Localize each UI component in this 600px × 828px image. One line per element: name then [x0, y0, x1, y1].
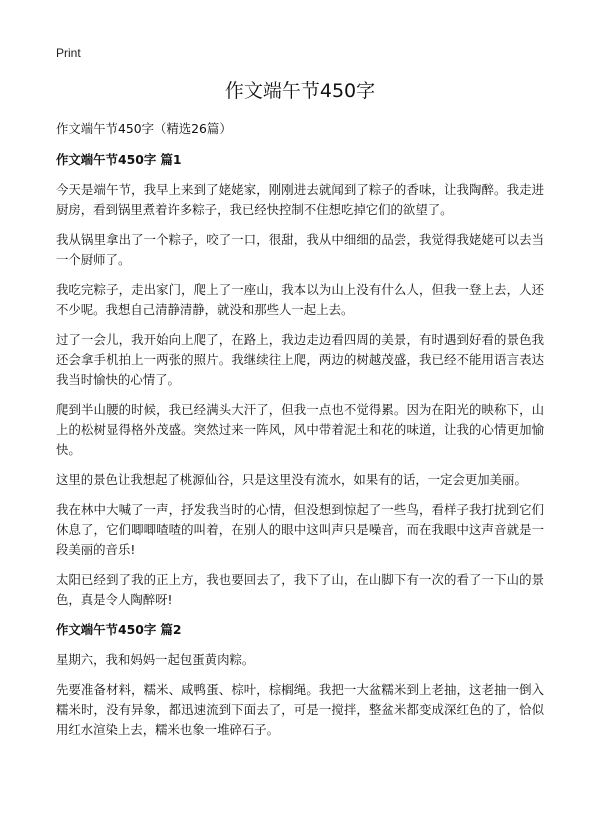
- paragraph: 星期六，我和妈妈一起包蛋黄肉粽。: [56, 652, 255, 667]
- paragraph: 我吃完粽子，走出家门，爬上了一座山，我本以为山上没有什么人，但我一登上去，人还不少呢。我想自己清静清静，就没和那些人一起上去。: [56, 282, 544, 317]
- paragraph: 我在林中大喊了一声，抒发我当时的心情，但没想到惊起了一些鸟，看样子我打扰到它们休息了，它们唧唧喳喳的叫着，在别人的眼中这叫声只是噪音，而在我眼中这声音就是一段美丽的音乐!: [56, 502, 544, 557]
- section-heading: 作文端午节450字 篇1: [56, 152, 182, 167]
- document-subtitle: 作文端午节450字（精选26篇）: [56, 121, 232, 136]
- essay-section-1: [56, 150, 544, 610]
- document-title: 作文端午节450字: [224, 80, 376, 102]
- paragraph: 爬到半山腰的时候，我已经满头大汗了，但我一点也不觉得累。因为在阳光的映称下，山上的松树显得格外茂盛。突然过来一阵风，风中带着泥土和花的味道，让我的心情更加愉快。: [56, 402, 544, 457]
- print-link[interactable]: Print: [56, 46, 81, 60]
- paragraph: 这里的景色让我想起了桃源仙谷，只是这里没有流水，如果有的话，一定会更加美丽。: [56, 472, 527, 487]
- paragraph: 今天是端午节，我早上来到了姥姥家，刚刚进去就闻到了粽子的香味，让我陶醉。我走进厨房，看到锅里煮着许多粽子，我已经快控制不住想吃掉它们的欲望了。: [56, 182, 544, 217]
- document-body: [56, 119, 544, 750]
- paragraph: 过了一会儿，我开始向上爬了，在路上，我边走边看四周的美景，有时遇到好看的景色我还会拿手机拍上一两张的照片。我继续往上爬，两边的树越茂盛，我已经不能用语言表达我当时愉快的心情了。: [56, 332, 544, 387]
- paragraph: 我从锅里拿出了一个粽子，咬了一口，很甜，我从中细细的品尝，我觉得我姥姥可以去当一个厨师了。: [56, 232, 544, 267]
- paragraph: 太阳已经到了我的正上方，我也要回去了，我下了山，在山脚下有一次的看了一下山的景色，真是令人陶醉呀!: [56, 572, 544, 607]
- essay-section-2: [56, 620, 544, 740]
- paragraph: 先要准备材料，糯米、咸鸭蛋、棕叶，棕榈绳。我把一大盆糯米到上老抽，这老抽一倒入糯米时，没有异象，都迅速流到下面去了，可是一搅拌，整盆米都变成深红色的了，恰似用红水渲染上去，糯米也象一堆碎石子。: [56, 682, 544, 737]
- section-heading: 作文端午节450字 篇2: [56, 622, 182, 637]
